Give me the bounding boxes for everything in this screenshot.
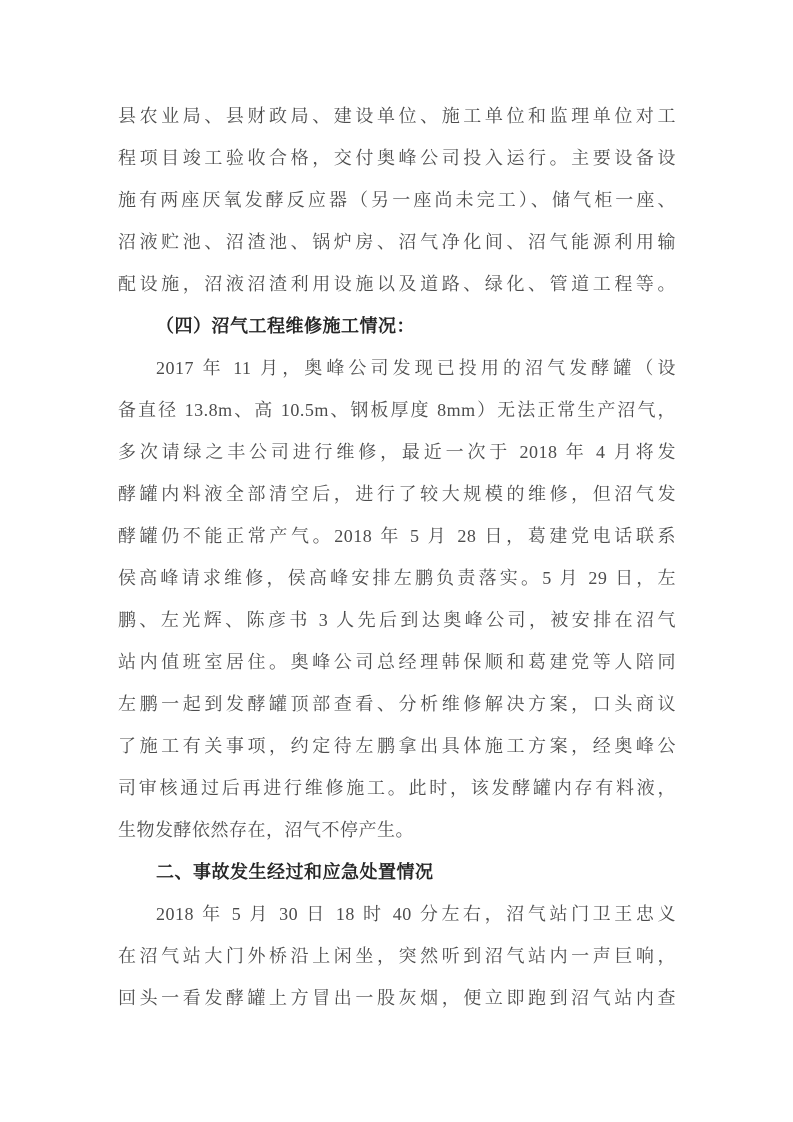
- text-line: 配设施，沼液沼渣利用设施以及道路、绿化、管道工程等。: [118, 274, 676, 294]
- text-line: 司审核通过后再进行维修施工。此时，该发酵罐内存有料液，: [118, 778, 676, 798]
- text-line: 2018 年 5 月 30 日 18 时 40 分左右，沼气站门卫王忠义: [156, 904, 676, 924]
- text-line: 酵罐仍不能正常产气。2018 年 5 月 28 日，葛建党电话联系: [118, 526, 676, 546]
- text-line: 站内值班室居住。奥峰公司总经理韩保顺和葛建党等人陪同: [118, 652, 676, 672]
- text-line: 了施工有关事项，约定待左鹏拿出具体施工方案，经奥峰公: [118, 736, 676, 756]
- text-line: 左鹏一起到发酵罐顶部查看、分析维修解决方案，口头商议: [118, 694, 676, 714]
- text-line: 侯高峰请求维修，侯高峰安排左鹏负责落实。5 月 29 日，左: [118, 568, 676, 588]
- section-heading: （四）沼气工程维修施工情况：: [156, 316, 415, 336]
- text-line: 鹏、左光辉、陈彦书 3 人先后到达奥峰公司，被安排在沼气: [118, 610, 676, 630]
- text-line: 酵罐内料液全部清空后，进行了较大规模的维修，但沼气发: [118, 484, 676, 504]
- section-heading: 二、事故发生经过和应急处置情况: [156, 862, 434, 882]
- text-line: 县农业局、县财政局、建设单位、施工单位和监理单位对工: [118, 106, 676, 126]
- text-line: 施有两座厌氧发酵反应器（另一座尚未完工）、储气柜一座、: [118, 190, 676, 210]
- text-line: 程项目竣工验收合格，交付奥峰公司投入运行。主要设备设: [118, 148, 676, 168]
- text-line: 多次请绿之丰公司进行维修，最近一次于 2018 年 4 月将发: [118, 442, 676, 462]
- text-line: 生物发酵依然存在，沼气不停产生。: [118, 820, 414, 840]
- text-line: 沼液贮池、沼渣池、锅炉房、沼气净化间、沼气能源利用输: [118, 232, 676, 252]
- text-line: 2017 年 11 月，奥峰公司发现已投用的沼气发酵罐（设: [156, 358, 676, 378]
- text-line: 在沼气站大门外桥沿上闲坐，突然听到沼气站内一声巨响，: [118, 946, 676, 966]
- document-content: [118, 95, 676, 1019]
- text-line: 备直径 13.8m、高 10.5m、钢板厚度 8mm）无法正常生产沼气，: [118, 400, 676, 420]
- text-line: 回头一看发酵罐上方冒出一股灰烟，便立即跑到沼气站内查: [118, 988, 676, 1008]
